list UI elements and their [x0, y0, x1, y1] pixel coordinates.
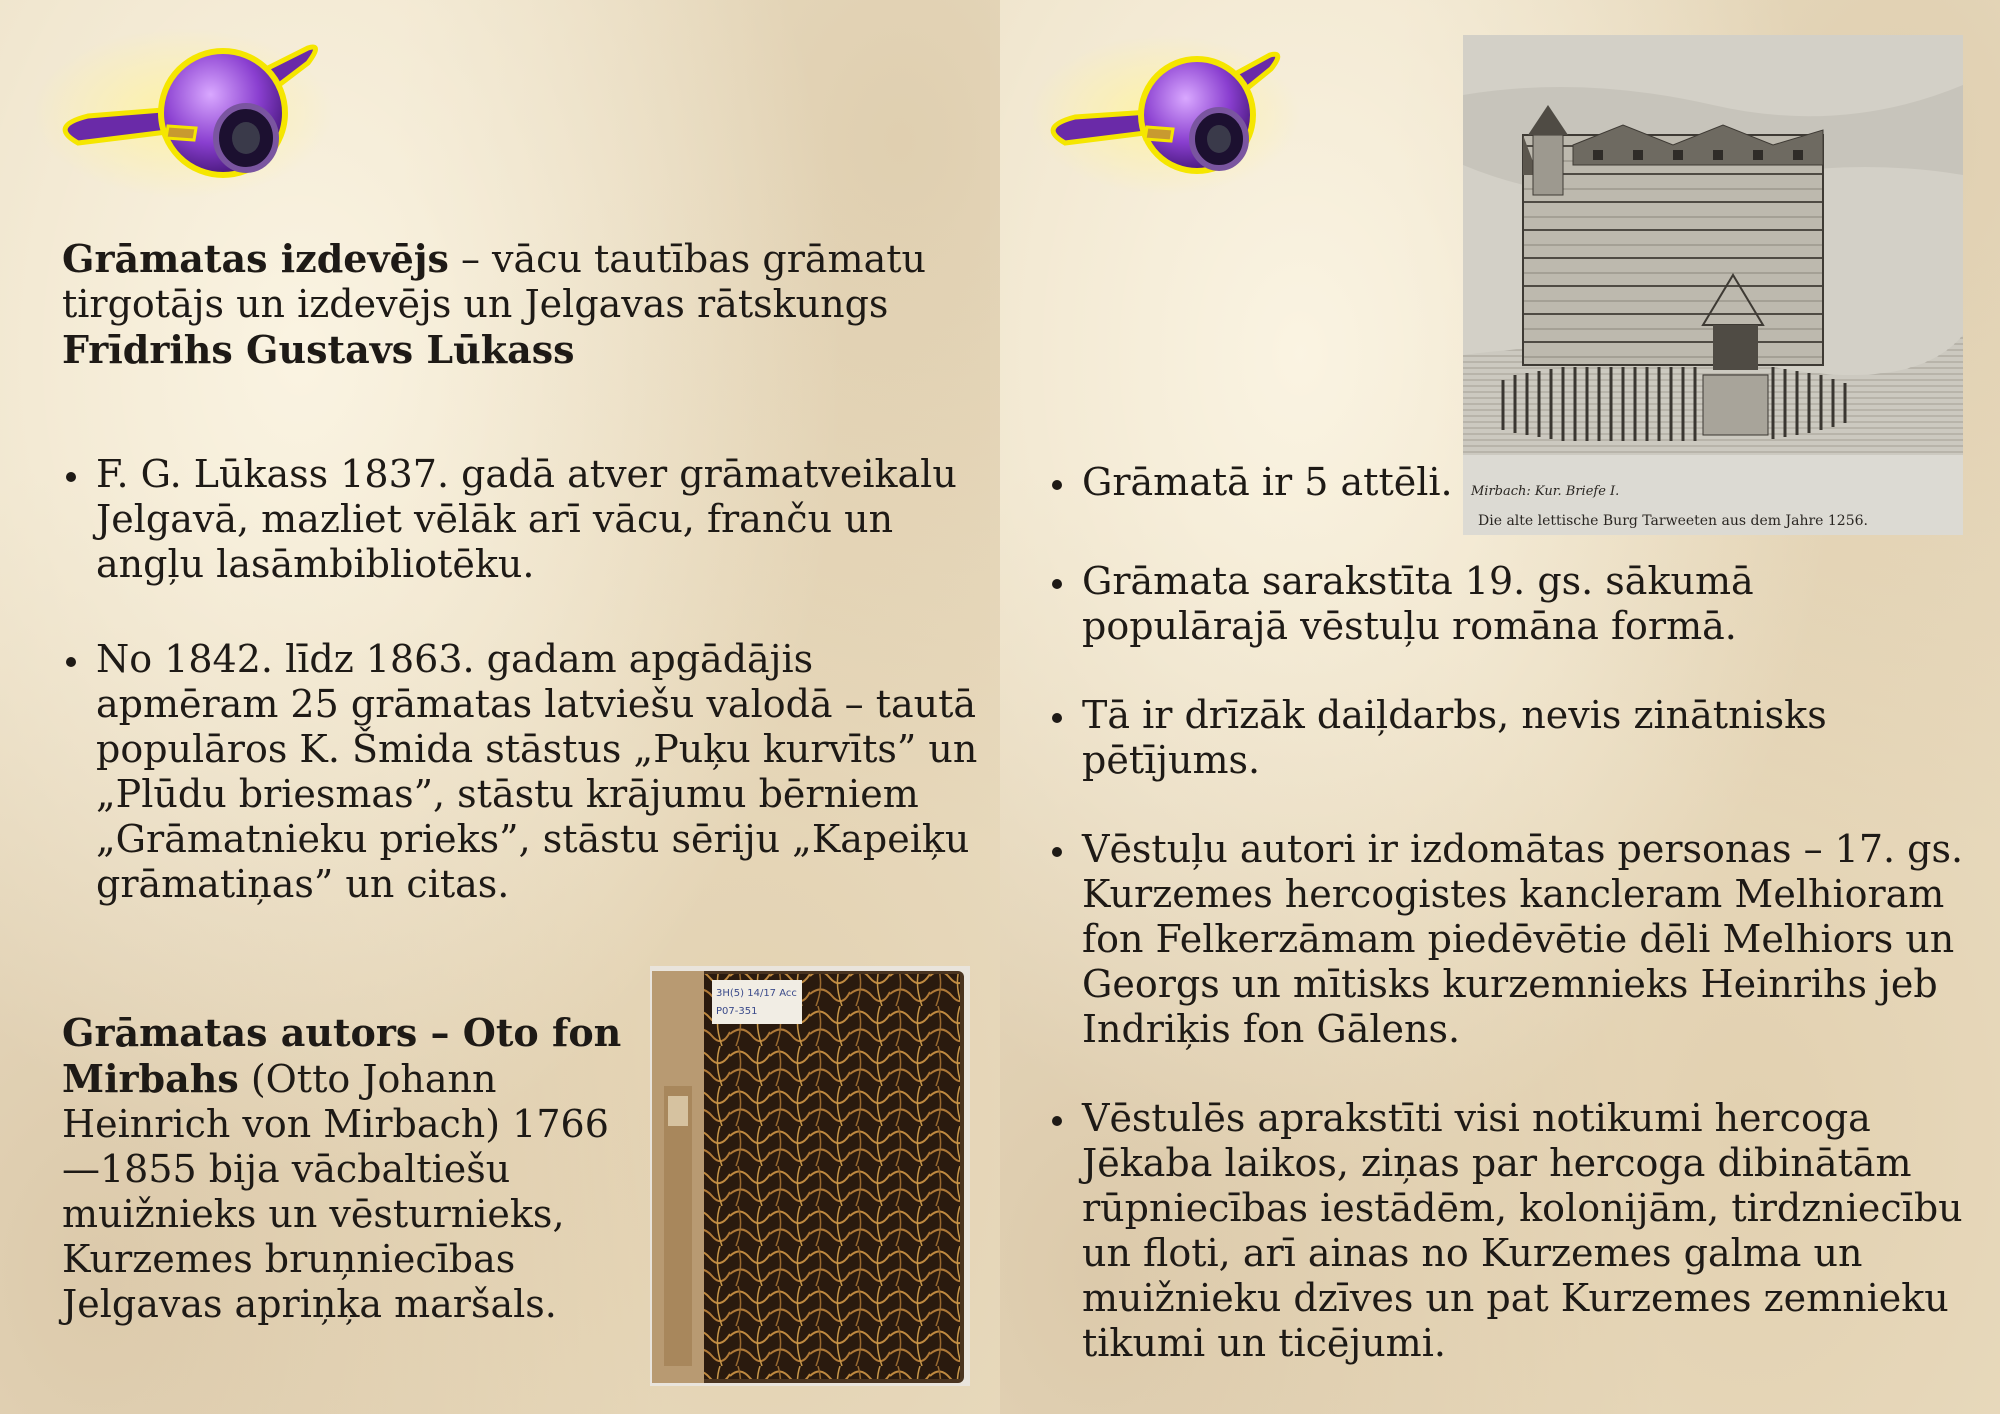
right-page — [1000, 0, 2000, 1414]
author-text: (Otto Johann Heinrich von Mirbach) 1766—1855 bija vācbaltiešu muižnieks un vēsturnieks, Kurzemes bruņniecības Jelgavas apriņķa maršals. — [62, 1057, 609, 1326]
list-item: Tā ir drīzāk daiļdarbs, nevis zinātnisks pētījums. — [1048, 693, 1968, 783]
publisher-paragraph — [62, 236, 962, 373]
list-item: Vēstulēs aprakstīti visi notikumi hercoga Jēkaba laikos, ziņas par hercoga dibinātām rūpniecības iestādēm, kolonijām, tirdzniecību un floti, arī ainas no Kurzemes galma un muižnieku dzīves un pat Kurzemes zemnieku tikumi un ticējumi. — [1048, 1096, 1968, 1366]
purple-spaceship-icon — [1015, 15, 1305, 205]
purple-spaceship-icon — [18, 8, 348, 208]
castle-caption-small: Mirbach: Kur. Briefe I. — [1471, 484, 1620, 499]
author-paragraph — [62, 1010, 622, 1327]
author-label: Grāmatas autors – Oto fon Mirbahs — [62, 1010, 622, 1101]
list-item: Vēstuļu autori ir izdomātas personas – 17. gs. Kurzemes hercogistes kancleram Melhioram fon Felkerzāmam piedēvētie dēli Melhiors un Georgs un mītisks kurzemnieks Heinrihs jeb Indriķis fon Gālens. — [1048, 827, 1968, 1052]
publisher-name: Frīdrihs Gustavs Lūkass — [62, 327, 575, 372]
list-item: No 1842. līdz 1863. gadam apgādājis apmēram 25 grāmatas latviešu valodā – tautā populāros K. Šmida stāstus „Puķu kurvīts” un „Plūdu briesmas”, stāstu krājumu bērniem „Grāmatnieku prieks”, stāstu sēriju „Kapeiķu grāmatiņas” un citas. — [62, 637, 982, 907]
publisher-text: – vācu tautības grāmatu tirgotājs un izdevējs un Jelgavas rātskungs — [62, 237, 926, 326]
book-cover-photo — [650, 966, 970, 1386]
book-facts-list — [1048, 460, 1968, 1410]
publisher-label: Grāmatas izdevējs — [62, 236, 449, 281]
list-item: F. G. Lūkass 1837. gadā atver grāmatveikalu Jelgavā, mazliet vēlāk arī vācu, franču un angļu lasāmbibliotēku. — [62, 452, 982, 587]
list-item: Grāmata sarakstīta 19. gs. sākumā populārajā vēstuļu romāna formā. — [1048, 559, 1968, 649]
list-item: Grāmatā ir 5 attēli. — [1048, 460, 1968, 505]
book-label-line1: 3H(5) 14/17 Acc — [716, 988, 797, 999]
publisher-facts-list — [62, 452, 982, 957]
castle-caption: Die alte lettische Burg Tarweeten aus dem Jahre 1256. — [1478, 513, 1868, 529]
book-label-line2: P07-351 — [716, 1006, 758, 1017]
